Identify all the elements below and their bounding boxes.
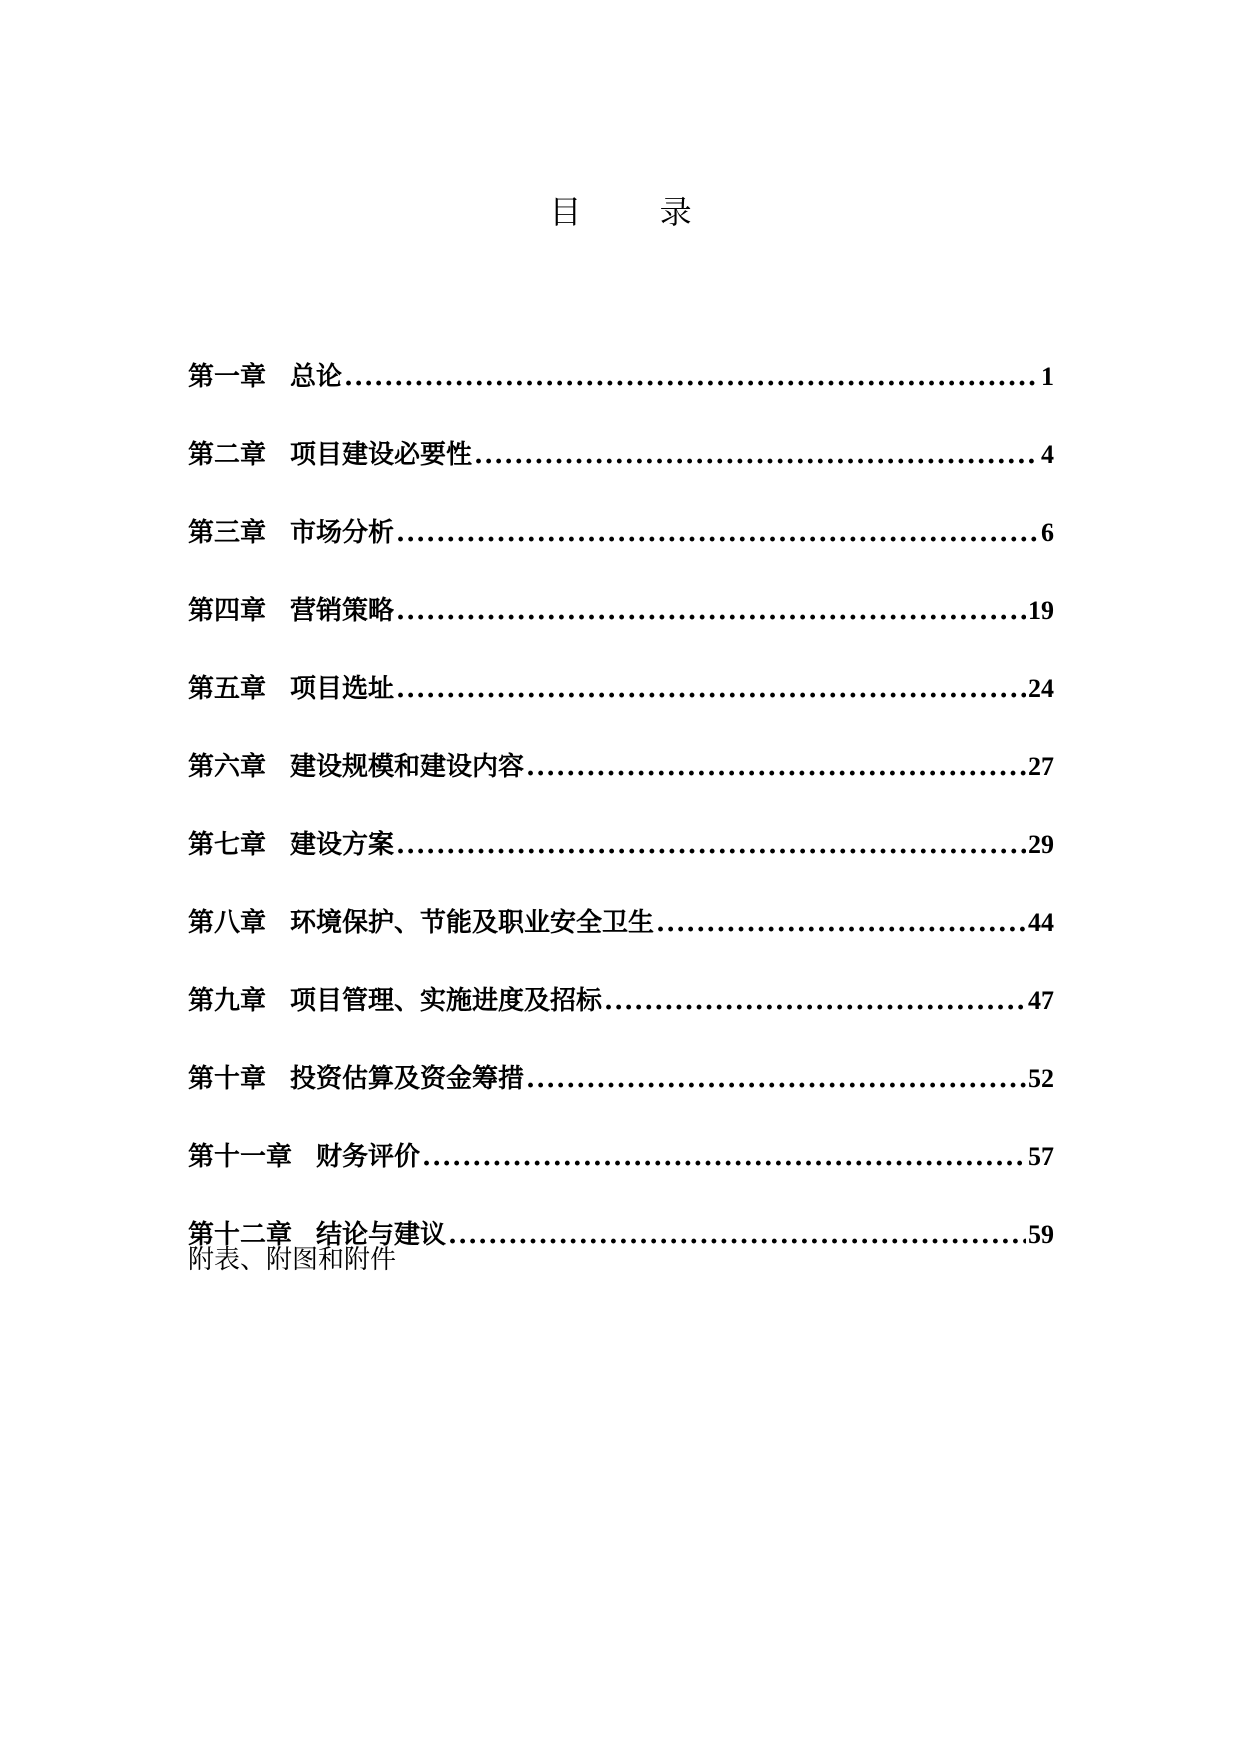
- toc-chapter-name: 环境保护、节能及职业安全卫生: [290, 908, 655, 938]
- toc-chapter-number: 第三章: [188, 518, 267, 548]
- toc-entry[interactable]: [188, 861, 1054, 939]
- toc-dot-leader: [396, 595, 1026, 627]
- toc-chapter-name: 建设方案: [290, 830, 395, 860]
- toc-dot-leader: [396, 829, 1026, 861]
- toc-chapter-number: 第二章: [188, 440, 267, 470]
- toc-dot-leader: [526, 1063, 1026, 1095]
- toc-page-number: 1: [1041, 362, 1054, 391]
- toc-page-number: 19: [1028, 596, 1054, 625]
- toc-chapter-number: 第九章: [188, 986, 267, 1016]
- toc-chapter-name: 投资估算及资金筹措: [290, 1064, 525, 1094]
- toc-page-number: 4: [1041, 440, 1054, 469]
- toc-chapter-name: 财务评价: [316, 1142, 421, 1172]
- toc-chapter-number: 第六章: [188, 752, 267, 782]
- toc-entry[interactable]: [188, 627, 1054, 705]
- toc-dot-leader: [344, 361, 1039, 393]
- toc-dot-leader: [526, 751, 1026, 783]
- toc-appendix-entry[interactable]: 附表、附图和附件: [188, 1245, 397, 1275]
- toc-chapter-name: 项目建设必要性: [290, 440, 473, 470]
- toc-chapter-number: 第十章: [188, 1064, 267, 1094]
- toc-chapter-name: 市场分析: [290, 518, 395, 548]
- toc-chapter-name: 营销策略: [290, 596, 395, 626]
- toc-entry[interactable]: [188, 939, 1054, 1017]
- toc-entry[interactable]: [188, 1095, 1054, 1173]
- toc-entry[interactable]: [188, 549, 1054, 627]
- toc-title: 目 录: [549, 193, 726, 231]
- toc-page-number: 52: [1028, 1064, 1054, 1093]
- toc-dot-leader: [396, 673, 1026, 705]
- toc-entry[interactable]: [188, 471, 1054, 549]
- toc-page-number: 27: [1028, 752, 1054, 781]
- toc-chapter-name: 项目选址: [290, 674, 395, 704]
- toc-dot-leader: [474, 439, 1039, 471]
- toc-page-number: 59: [1028, 1220, 1054, 1249]
- toc-chapter-number: 第四章: [188, 596, 267, 626]
- toc-dot-leader: [422, 1141, 1026, 1173]
- toc-chapter-name: 总论: [290, 362, 343, 392]
- toc-dot-leader: [604, 985, 1026, 1017]
- toc-chapter-number: 第七章: [188, 830, 267, 860]
- toc-chapter-number: 第五章: [188, 674, 267, 704]
- toc-list: [188, 315, 1054, 1251]
- toc-page-number: 6: [1041, 518, 1054, 547]
- toc-entry[interactable]: [188, 783, 1054, 861]
- toc-chapter-number: 第十一章: [188, 1142, 293, 1172]
- toc-entry[interactable]: [188, 1017, 1054, 1095]
- toc-page-number: 57: [1028, 1142, 1054, 1171]
- toc-dot-leader: [656, 907, 1026, 939]
- toc-dot-leader: [448, 1219, 1026, 1251]
- toc-entry[interactable]: [188, 393, 1054, 471]
- toc-entry[interactable]: [188, 705, 1054, 783]
- toc-entry[interactable]: [188, 1173, 1054, 1251]
- toc-dot-leader: [396, 517, 1039, 549]
- toc-page-number: 44: [1028, 908, 1054, 937]
- toc-chapter-number: 第八章: [188, 908, 267, 938]
- toc-chapter-name: 建设规模和建设内容: [290, 752, 525, 782]
- toc-page-number: 29: [1028, 830, 1054, 859]
- toc-page-number: 24: [1028, 674, 1054, 703]
- toc-chapter-name: 项目管理、实施进度及招标: [290, 986, 603, 1016]
- toc-chapter-number: 第十二章: [188, 1220, 293, 1250]
- toc-chapter-name: 结论与建议: [316, 1220, 447, 1250]
- toc-entry[interactable]: [188, 315, 1054, 393]
- toc-page-number: 47: [1028, 986, 1054, 1015]
- toc-chapter-number: 第一章: [188, 362, 267, 392]
